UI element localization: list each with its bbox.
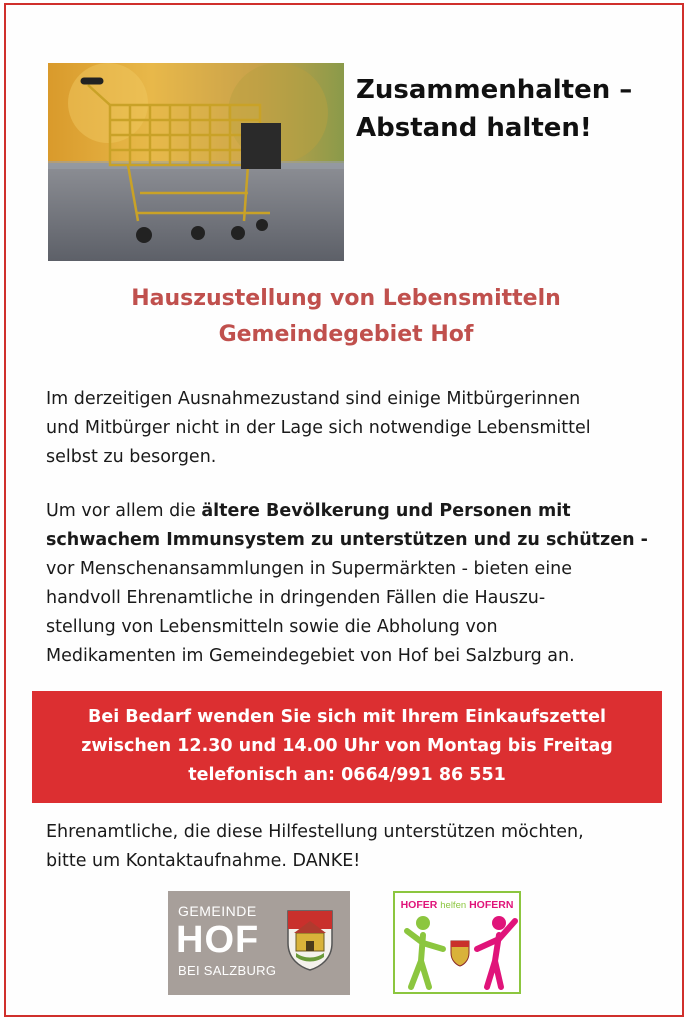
text-line: stellung von Lebensmitteln sowie die Abholung von (46, 617, 498, 637)
text-line: Ehrenamtliche, die diese Hilfestellung unterstützen möchten, (46, 822, 584, 842)
text-line: handvoll Ehrenamtliche in dringenden Fällen die Hauszu- (46, 588, 546, 608)
bold-text: ältere Bevölkerung und Personen mit (201, 501, 571, 521)
bold-text: schwachem Immunsystem zu unterstützen und zu schützen - (46, 530, 648, 550)
text-line: vor Menschenansammlungen in Supermärkten - bieten eine (46, 559, 573, 579)
text-line: bitte um Kontaktaufnahme. DANKE! (46, 851, 361, 871)
shopping-cart-photo (48, 63, 344, 261)
text-line: Medikamenten im Gemeindegebiet von Hof bei Salzburg an. (46, 646, 575, 666)
logo-word: HOFER (400, 899, 438, 911)
text-span: Um vor allem die (46, 501, 202, 521)
helping-people-icon (399, 913, 519, 991)
logo-text-name: HOF (176, 919, 260, 961)
text-line: und Mitbürger nicht in der Lage sich notwendige Lebensmittel (46, 418, 591, 438)
logo-text-top: GEMEINDE (178, 903, 257, 919)
text-line (46, 497, 671, 526)
notice-phone-line: telefonisch an: 0664/991 86 551 (188, 765, 506, 785)
subtitle-line: Hauszustellung von Lebensmitteln (131, 286, 561, 311)
headline-line: Abstand halten! (356, 113, 592, 143)
contact-notice-box (32, 691, 662, 803)
subtitle-line: Gemeindegebiet Hof (218, 322, 474, 347)
notice-line: zwischen 12.30 und 14.00 Uhr von Montag bis Freitag (81, 736, 613, 756)
logo-text-bottom: BEI SALZBURG (178, 963, 277, 978)
notice-line: Bei Bedarf wenden Sie sich mit Ihrem Einkaufszettel (87, 707, 606, 727)
gemeinde-hof-logo (168, 891, 350, 995)
intro-paragraph (46, 385, 671, 472)
logo-word: helfen (440, 900, 467, 911)
volunteer-paragraph (46, 818, 671, 876)
service-paragraph (46, 497, 671, 671)
headline (356, 71, 676, 147)
headline-line: Zusammenhalten – (356, 75, 633, 105)
text-line: Im derzeitigen Ausnahmezustand sind einige Mitbürgerinnen (46, 389, 581, 409)
hofer-helfen-hofern-logo (393, 891, 521, 994)
coat-of-arms-icon (286, 909, 334, 971)
logo-word: HOFERN (469, 899, 514, 911)
flyer-page (4, 3, 684, 1017)
hofer-logo-title (395, 899, 519, 911)
text-line (46, 526, 671, 555)
subtitle (6, 281, 686, 353)
text-line: selbst zu besorgen. (46, 447, 217, 467)
